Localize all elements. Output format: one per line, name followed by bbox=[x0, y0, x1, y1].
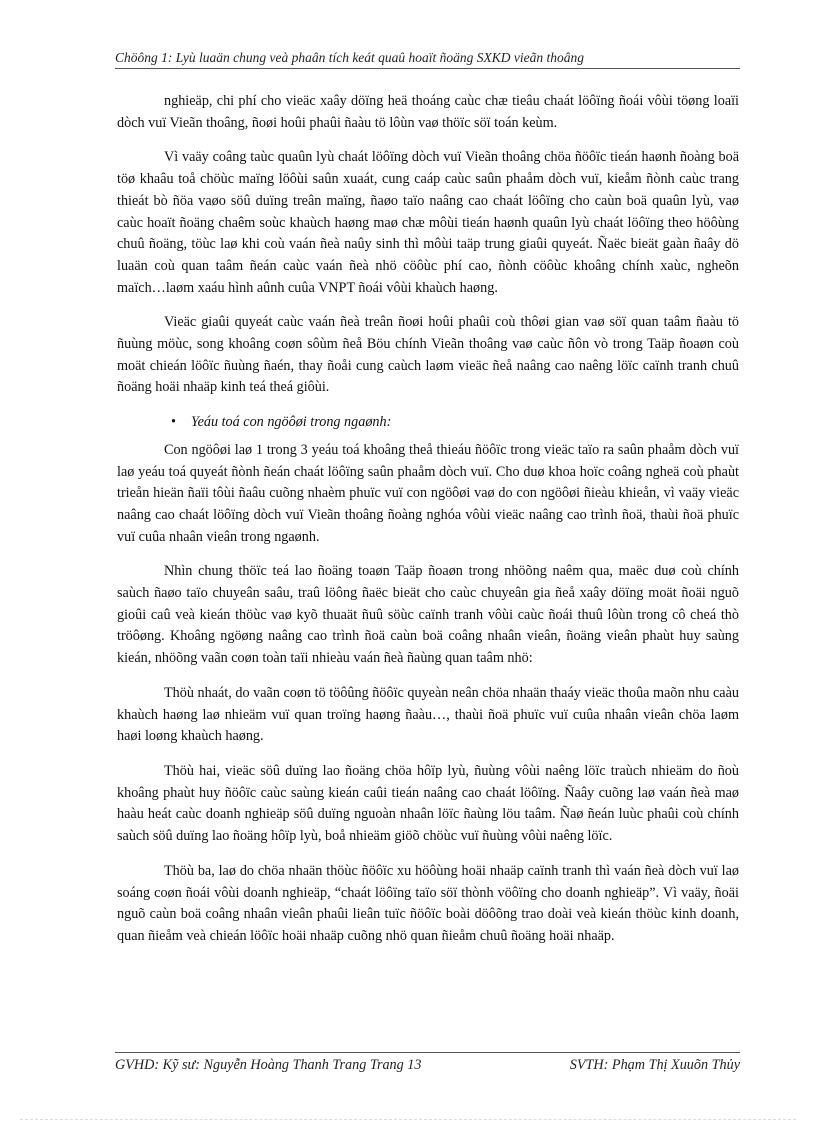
bullet-icon: • bbox=[171, 414, 176, 431]
paragraph: Thöù hai, vieäc söû duïng lao ñoäng chöa hôïp lyù, ñuùng vôùi naêng löïc traùch nhieäm do ñoù khoâng phaùt huy ñöôïc caùc saùng kieán caûi tieán naâng cao chaát löôïng. Ñaây cuõng laø vaán ñeà maø haàu heát caùc doanh nghieäp söû duïng nguoàn nhaân löïc ñaùng löu taâm. Ñaø ñeán luùc phaûi coù chính saùch söû duïng lao ñoäng hôïp lyù, boå nhieäm giöõ chöùc vuï ñuùng vôùi naêng löïc. bbox=[117, 762, 739, 845]
paragraph: Vì vaäy coâng taùc quaûn lyù chaát löôïng dòch vuï Vieãn thoâng chöa ñöôïc tieán haønh ñoàng boä töø khaâu toå chöùc maïng löôùi saûn xuaát, cung caáp caùc saûn phaåm dòch vuï, kieåm ñònh caùc trang thieát bò ñöa vaøo söû duïng treân maïng, ñaøo taïo naâng cao chaát löôïng cho caùn boä quaûn lyù, vaø caùc hoaït ñoäng chaêm soùc khaùch haøng maø chæ môùi tieán haønh quaûn lyù chaát löôïng theo höôùng chuû ñoäng, töùc laø khi coù vaán ñeà naûy sinh thì môùi taäp trung giaûi quyeát. Ñaëc bieät gaàn ñaây dö luaän coù quan taâm ñeán caùc vaán ñeà nhö cöôùc phí cao, ñònh cöôùc khoâng chính xaùc, ngheõn maïch…laøm xaáu hình aûnh cuûa VNPT ñoái vôùi khaùch haøng. bbox=[117, 149, 739, 296]
footer-student: SVTH: Phạm Thị Xuuõn Thủy bbox=[569, 1057, 740, 1073]
paragraph: nghieäp, chi phí cho vieäc xaây döïng heä thoáng caùc chæ tieâu chaát löôïng ñoái vôùi töøng loaïi dòch vuï Vieãn thoâng, ñoøi hoûi phaûi ñaàu tö lôùn vaø thöïc söï toán keùm. bbox=[117, 93, 739, 131]
bullet-heading bbox=[117, 412, 739, 434]
page-footer bbox=[115, 1052, 740, 1074]
paragraph: Con ngöôøi laø 1 trong 3 yeáu toá khoâng theå thieáu ñöôïc trong vieäc taïo ra saûn phaåm dòch vuï laø yeáu toá quyeát ñònh ñeán chaát löôïng saûn phaåm dòch vuï. Cho duø khoa hoïc coâng ngheä coù phaùt trieån hieän ñaïi tôùi ñaâu cuõng nhaèm phuïc vuï con ngöôøi vaø do con ngöôøi ñieàu khieån, vì vaäy vieäc naâng cao chaát löôïng dòch vuï Vieãn thoâng ñoàng nghóa vôùi vieäc naâng cao trình ñoä, thaùi ñoä phuïc vuï cuûa nhaân vieân trong ngaønh. bbox=[117, 441, 739, 545]
page-bottom-divider bbox=[20, 1119, 796, 1120]
paragraph: Vieäc giaûi quyeát caùc vaán ñeà treân ñoøi hoûi phaûi coù thôøi gian vaø söï quan taâm ñaàu tö ñuùng möùc, song khoâng coøn sôùm ñeå Böu chính Vieãn thoâng vaø caùc ñôn vò trong Taäp ñoaøn coù moät chieán löôïc ñuùng ñaén, thay ñoåi cung caùch laøm vieäc ñeå naâng cao naêng löïc caïnh tranh chuû ñoäng hoäi nhaäp kinh teá theá giôùi. bbox=[117, 314, 739, 396]
footer-supervisor: GVHD: Kỹ sư: Nguyễn Hoàng Thanh Trang Trang 13 bbox=[115, 1057, 422, 1073]
header-title: Chöông 1: Lyù luaän chung veà phaân tích keát quaû hoaït ñoäng SXKD vieãn thoâng bbox=[115, 50, 585, 65]
paragraph: Thöù nhaát, do vaãn coøn tö töôûng ñöôïc quyeàn neân chöa nhaän thaáy vieäc thoûa maõn nhu caàu khaùch haøng laø nhieäm vuï quan troïng haøng ñaàu…, thaùi ñoä phuïc vuï cuûa nhaân vieân chöa laøm haøi loøng khaùch haøng. bbox=[117, 684, 739, 745]
paragraph: Nhìn chung thöïc teá lao ñoäng toaøn Taäp ñoaøn trong nhöõng naêm qua, maëc duø coù chính saùch ñaøo taïo chuyeân saâu, traû löông ñaëc bieät cho caùc chuyeân gia ñeå xaây döïng moät ñoäi nguõ gioûi caû veà kieán thöùc vaø kyõ thuaät ñuû söùc caïnh tranh vôùi caùc ñoái thuû lôùn trong cô cheá thò tröôøng. Khoâng ngöøng naâng cao trình ñoä caùn boä coâng nhaân vieân, ñoäng vieân phaùt huy saùng kieán, nhöõng vaãn coøn toàn taïi nhieàu vaán ñeà ñaùng quan taâm nhö: bbox=[117, 563, 739, 667]
page-header bbox=[115, 50, 740, 69]
bullet-heading-text: Yeáu toá con ngöôøi trong ngaønh: bbox=[191, 414, 392, 431]
page-body bbox=[117, 91, 739, 961]
paragraph: Thöù ba, laø do chöa nhaän thöùc ñöôïc xu höôùng hoäi nhaäp caïnh tranh thì vaán ñeà dòch vuï laø soáng coøn ñoái vôùi doanh nghieäp, “chaát löôïng taïo söï thònh vöôïng cho doanh nghieäp”. Vì vaäy, ñoäi nguõ caùn boä coâng nhaân vieân phaûi lieân tuïc ñöôïc boài döôõng trao doài veà kieán thöùc kinh doanh, quan ñieåm veà chieán löôïc hoäi nhaäp cuõng nhö quan ñieåm chuû ñoäng hoäi nhaäp. bbox=[117, 862, 739, 944]
